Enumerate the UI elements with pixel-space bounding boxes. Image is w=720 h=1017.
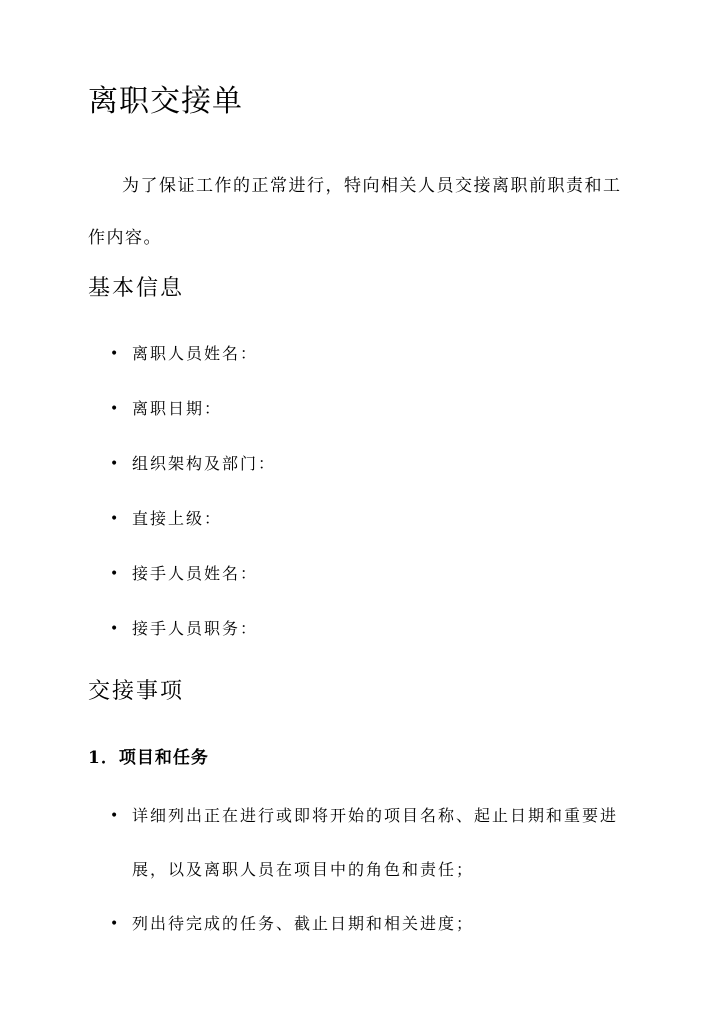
list-item bbox=[108, 398, 628, 420]
document-title: 离职交接单 bbox=[88, 84, 243, 119]
list-item bbox=[108, 508, 628, 530]
subsection-heading-projects-tasks: 1．项目和任务 bbox=[88, 748, 209, 768]
list-item bbox=[108, 453, 628, 475]
list-item-text: 离职人员姓名： bbox=[132, 344, 259, 363]
intro-paragraph: 为了保证工作的正常进行，特向相关人员交接离职前职责和工作内容。 bbox=[88, 176, 622, 248]
list-item-text: 接手人员姓名： bbox=[132, 564, 259, 583]
list-item-text: 详细列出正在进行或即将开始的项目名称、起止日期和重要进展，以及离职人员在项目中的角色和责任； bbox=[132, 806, 619, 879]
list-item bbox=[108, 563, 628, 585]
list-item-text: 列出待完成的任务、截止日期和相关进度； bbox=[132, 914, 475, 933]
list-item-text: 直接上级： bbox=[132, 509, 223, 528]
projects-tasks-list bbox=[108, 789, 628, 951]
list-item-text: 离职日期： bbox=[132, 399, 223, 418]
bullet-icon: • bbox=[110, 916, 121, 932]
bullet-icon: • bbox=[110, 808, 121, 824]
basic-info-list bbox=[108, 343, 628, 673]
list-item bbox=[108, 618, 628, 640]
section-heading-basic-info: 基本信息 bbox=[88, 276, 185, 301]
bullet-icon: • bbox=[110, 511, 121, 527]
list-item-text: 组织架构及部门： bbox=[132, 454, 277, 473]
section-heading-handover-items: 交接事项 bbox=[88, 679, 185, 704]
list-item bbox=[108, 789, 628, 897]
bullet-icon: • bbox=[110, 621, 121, 637]
bullet-icon: • bbox=[110, 566, 121, 582]
list-item bbox=[108, 897, 628, 951]
list-item-text: 接手人员职务： bbox=[132, 619, 259, 638]
bullet-icon: • bbox=[110, 346, 121, 362]
bullet-icon: • bbox=[110, 456, 121, 472]
bullet-icon: • bbox=[110, 401, 121, 417]
list-item bbox=[108, 343, 628, 365]
